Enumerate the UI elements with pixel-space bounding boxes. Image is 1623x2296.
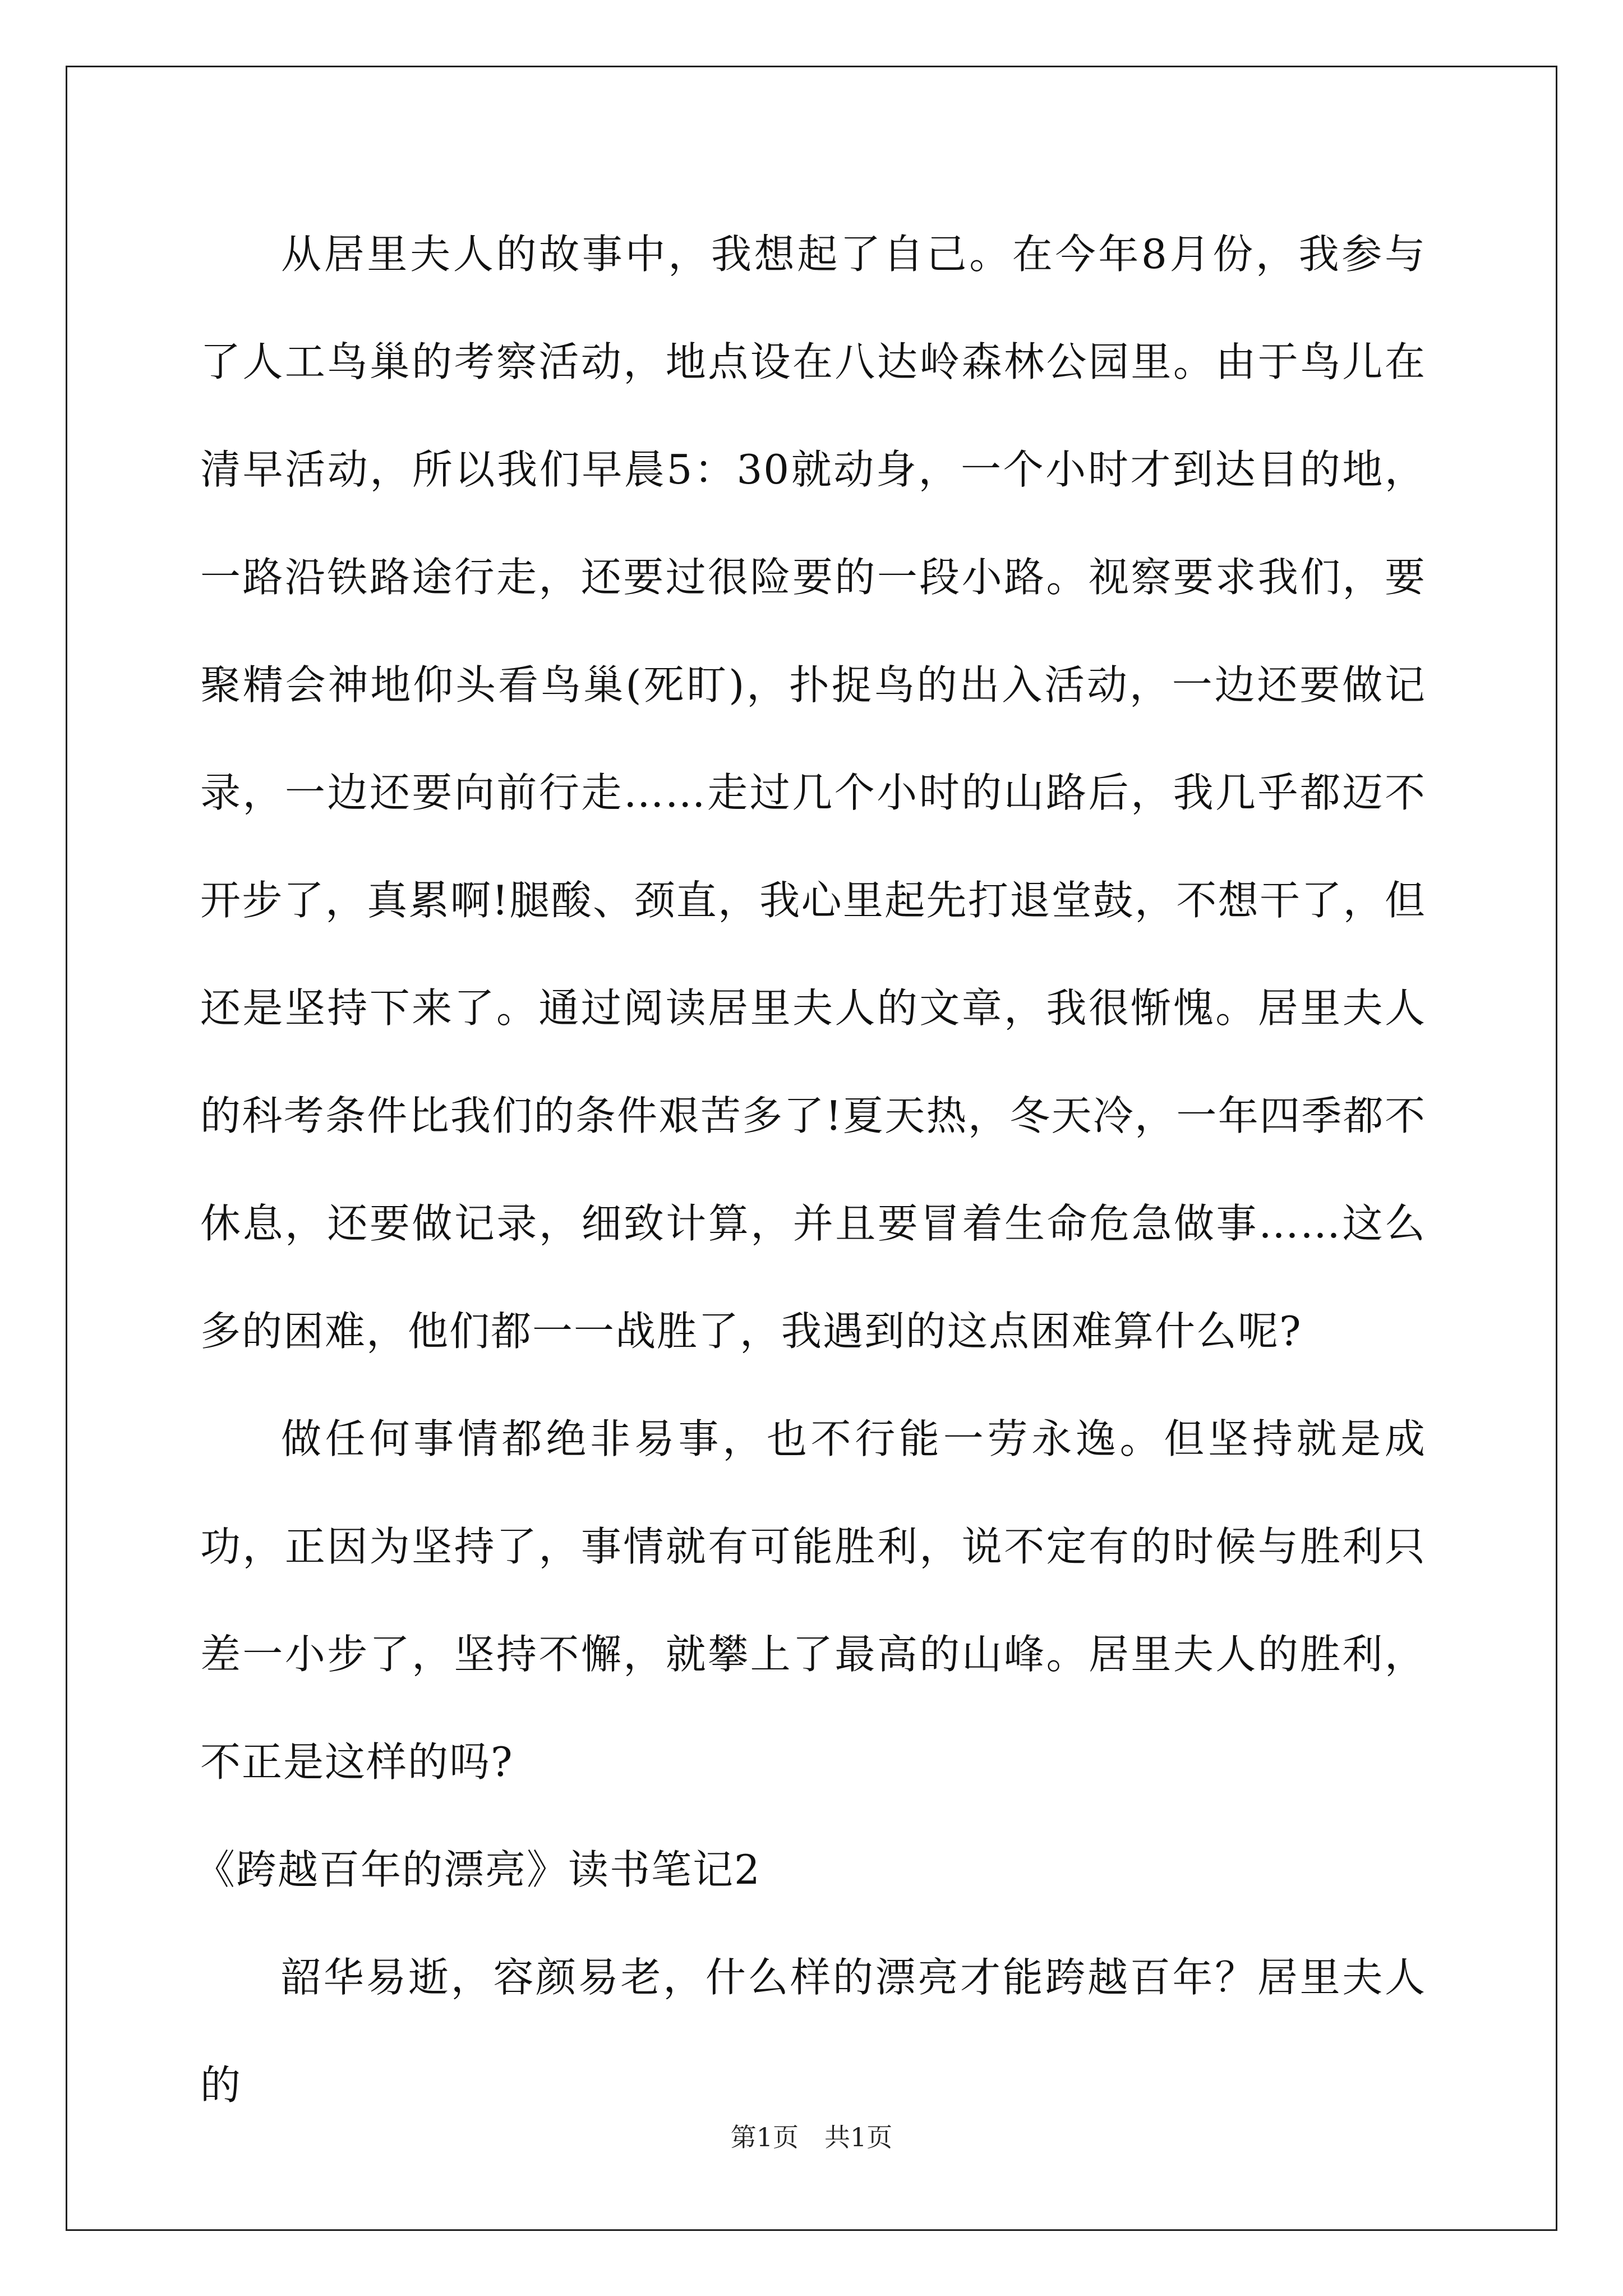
section-heading: 《跨越百年的漂亮》读书笔记2 xyxy=(195,1846,761,1893)
page-total: 共1页 xyxy=(824,2122,893,2152)
page-footer xyxy=(0,2120,1623,2154)
document-body xyxy=(195,200,1426,2139)
page-number: 第1页 xyxy=(730,2122,799,2152)
paragraph-3: 韶华易逝，容颜易老，什么样的漂亮才能跨越百年？居里夫人的 xyxy=(200,1954,1426,2109)
paragraph-1: 从居里夫人的故事中，我想起了自己。在今年8月份，我参与了人工鸟巢的考察活动，地点设在八达岭森林公园里。由于鸟儿在清早活动，所以我们早晨5：30就动身，一个小时才到达目的地，一路沿铁路途行走，还要过很险要的一段小路。视察要求我们，要聚精会神地仰头看鸟巢(死盯)，扑捉鸟的出入活动，一边还要做记录，一边还要向前行走……走过几个小时的山路后，我几乎都迈不开步了，真累啊!腿酸、颈直，我心里起先打退堂鼓，不想干了，但还是坚持下来了。通过阅读居里夫人的文章，我很惭愧。居里夫人的科考条件比我们的条件艰苦多了!夏天热，冬天冷，一年四季都不休息，还要做记录，细致计算，并且要冒着生命危急做事……这么多的困难，他们都一一战胜了，我遇到的这点困难算什么呢? xyxy=(200,231,1426,1355)
paragraph-2: 做任何事情都绝非易事，也不行能一劳永逸。但坚持就是成功，正因为坚持了，事情就有可能胜利，说不定有的时候与胜利只差一小步了，坚持不懈，就攀上了最高的山峰。居里夫人的胜利，不正是这样的吗? xyxy=(200,1415,1426,1786)
